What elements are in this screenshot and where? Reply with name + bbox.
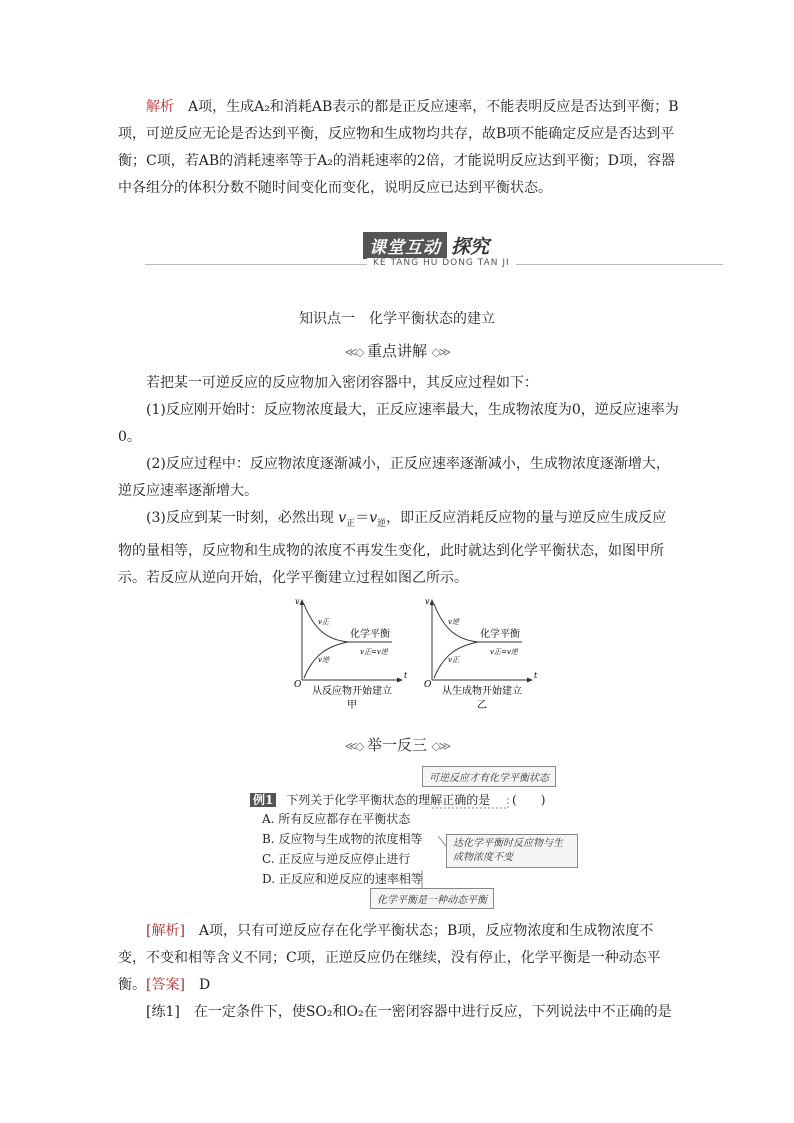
subheading-text: 举一反三 xyxy=(366,736,427,754)
graph-reverse xyxy=(424,597,538,711)
equilibrium-graphs xyxy=(280,596,540,714)
x-axis-arrow-icon xyxy=(527,678,533,683)
ornament-right-icon: ◇≫ xyxy=(431,345,450,359)
y-axis-label: v xyxy=(295,597,300,606)
x-axis-label: t xyxy=(404,671,408,680)
subscript-reverse: 逆 xyxy=(377,518,387,529)
analysis-text: A项，生成A₂和消耗AB表示的都是正反应速率，不能表明反应是否达到平衡；B项，可逆反应无论是否达到平衡，反应物和生成物均共存，故B项不能确定反应是否达到平衡；C项，若AB的消耗速率等于A₂的消耗速率的2倍，才能说明反应达到平衡；D项，容器中各组分的体积分数不随时间变化而变化，说明反应已达到平衡状态。 xyxy=(118,99,679,196)
example-tag: 例1 xyxy=(250,793,276,807)
point-3-tail: ，即正反应消耗反应物的量与逆反应生成反应物的量相等，反应物和生成物的浓度不再发生变化，此时就达到化学平衡状态，如图甲所示。若反应从逆向开始，化学平衡建立过程如图乙所示。 xyxy=(118,510,667,586)
point-3 xyxy=(118,505,680,592)
answer-value: D xyxy=(198,977,211,993)
section-title: 知识点一 化学平衡状态的建立 xyxy=(299,311,495,327)
point-3-lead: (3)反应到某一时刻，必然出现 xyxy=(146,510,334,526)
analysis-label: [解析] xyxy=(146,923,185,939)
analysis-paragraph xyxy=(118,94,680,202)
subheading-practice xyxy=(0,734,794,755)
subheading-text: 重点讲解 xyxy=(366,342,427,360)
graph-name: 甲 xyxy=(347,700,357,711)
intro-paragraph: 若把某一可逆反应的反应物加入密闭容器中，其反应过程如下： xyxy=(146,375,538,391)
analysis-label: 解析 xyxy=(146,99,174,115)
graph-caption: 从生成物开始建立 xyxy=(442,686,522,697)
v-symbol: v xyxy=(338,510,347,526)
lower-curve-label: v逆 xyxy=(318,656,329,664)
note-reversible: 可逆反应才有化学平衡状态 xyxy=(422,766,556,787)
equilibrium-label: v正=v逆 xyxy=(490,648,518,656)
origin-label: O xyxy=(424,680,432,690)
option-a: A. 所有反应都存在平衡状态 xyxy=(262,812,411,826)
example-figure xyxy=(250,764,590,912)
banner-title xyxy=(363,232,489,258)
example-question-text: 下列关于化学平衡状态的理解正确的是 xyxy=(286,793,491,807)
ornament-left-icon: ≪◇ xyxy=(344,345,363,359)
equilibrium-title: 化学平衡 xyxy=(350,629,390,640)
point-2: (2)反应过程中：反应物浓度逐渐减小，正反应速率逐渐减小，生成物浓度逐渐增大，逆反应速率逐渐增大。 xyxy=(118,456,670,499)
option-c: C. 正反应与逆反应停止进行 xyxy=(262,852,411,866)
equilibrium-title: 化学平衡 xyxy=(480,629,520,640)
practice-label: [练1] xyxy=(146,1004,180,1020)
v-symbol: v xyxy=(369,510,378,526)
answer-bracket: ( ) xyxy=(512,793,546,807)
point-1: (1)反应刚开始时：反应物浓度最大，正反应速率最大，生成物浓度为0，逆反应速率为0。 xyxy=(118,402,679,445)
x-axis-label: t xyxy=(534,671,538,680)
ornament-left-icon: ≪◇ xyxy=(344,739,363,753)
practice-text: 在一定条件下，使SO₂和O₂在一密闭容器中进行反应，下列说法中不正确的是 xyxy=(179,1004,672,1020)
graph-forward xyxy=(294,597,408,711)
banner-title-boxed: 课堂互动 xyxy=(363,232,447,259)
example-answer xyxy=(118,972,680,999)
practice-1 xyxy=(118,999,680,1026)
subheading-key-points xyxy=(0,340,794,361)
lower-curve-label: v正 xyxy=(448,656,459,664)
banner-pinyin: KE TANG HU DONG TAN JI xyxy=(367,258,516,268)
connector-b xyxy=(438,836,446,846)
upper-curve-label: v正 xyxy=(318,618,329,626)
answer-label: [答案] xyxy=(146,977,185,993)
option-d: D. 正反应和逆反应的速率相等 xyxy=(262,872,423,886)
note-concentration: 达化学平衡时反应物与生成物浓度不变 xyxy=(446,834,578,868)
upper-curve-label: v逆 xyxy=(448,618,459,626)
option-b: B. 反应物与生成物的浓度相等 xyxy=(262,832,423,846)
note-dynamic: 化学平衡是一种动态平衡 xyxy=(370,888,494,909)
section-banner xyxy=(145,232,723,272)
analysis-text: A项，只有可逆反应存在化学平衡状态；B项，反应物浓度和生成物浓度不变，不变和相等含义不同；C项，正逆反应仍在继续，没有停止，化学平衡是一种动态平衡。 xyxy=(118,923,661,993)
banner-title-plain: 探究 xyxy=(451,235,490,258)
origin-label: O xyxy=(294,680,302,690)
graph-caption: 从反应物开始建立 xyxy=(312,686,392,697)
y-axis-label: v xyxy=(425,597,430,606)
subscript-forward: 正 xyxy=(346,518,356,529)
callout-connectors xyxy=(250,764,590,912)
connector-a xyxy=(430,798,508,808)
equals-sign: ＝ xyxy=(355,510,370,526)
graph-name: 乙 xyxy=(477,700,487,711)
ornament-right-icon: ◇≫ xyxy=(431,739,450,753)
x-axis-arrow-icon xyxy=(397,678,403,683)
equilibrium-label: v正=v逆 xyxy=(360,648,388,656)
